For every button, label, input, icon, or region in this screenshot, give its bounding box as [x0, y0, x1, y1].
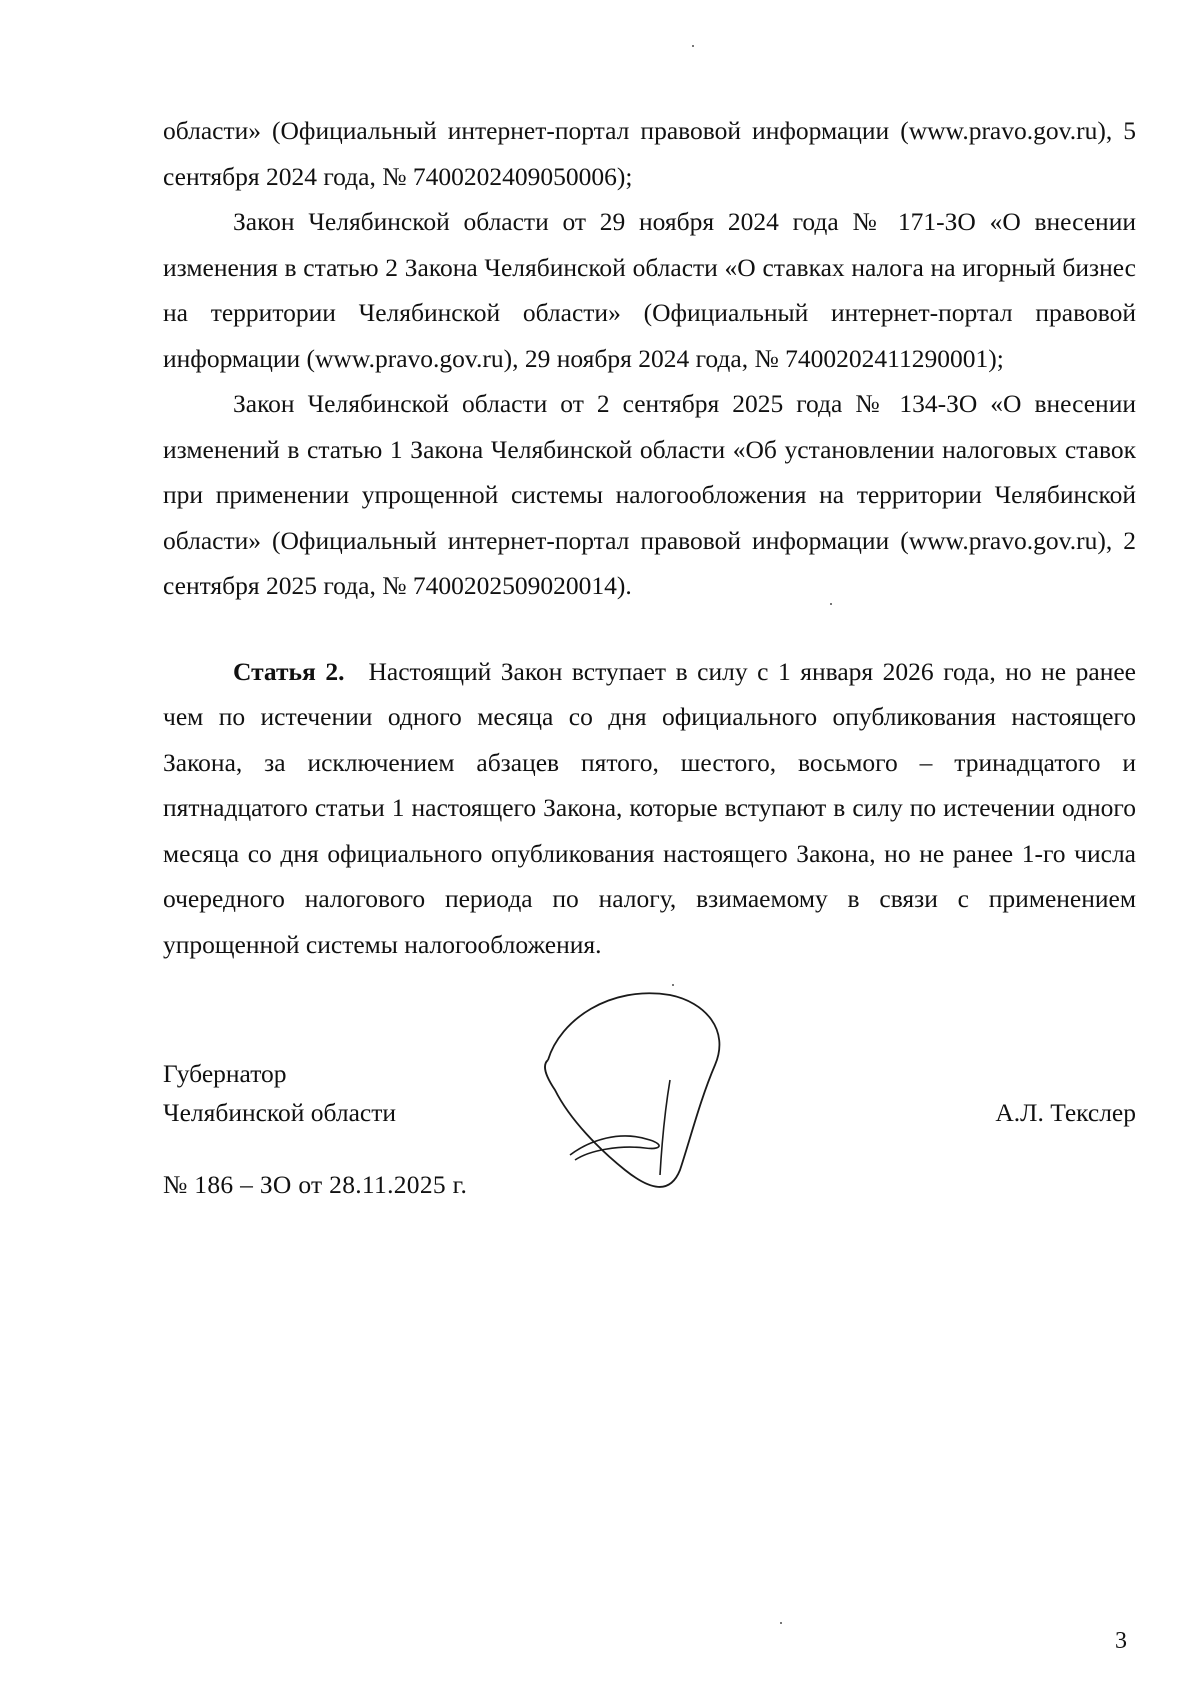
scan-speck	[830, 603, 832, 605]
page-number: 3	[1115, 1628, 1127, 1654]
signer-title-line-1: Губернатор	[163, 1059, 287, 1088]
signer-title-line-2: Челябинской области	[163, 1098, 397, 1127]
article-2	[163, 649, 1136, 968]
signer-title	[163, 1054, 396, 1132]
handwritten-signature	[530, 990, 770, 1200]
paragraph-law-134: Закон Челябинской области от 2 сентября 2025 года № 134-ЗО «О внесении изменений в статью 1 Закона Челябинской области «Об установлении налоговых ставок при применении упрощенной системы налогообложения на территории Челябинской области» (Официальный интернет-портал правовой информации (www.pravo.gov.ru), 2 сентября 2025 года, № 7400202509020014).	[163, 389, 1136, 600]
document-body	[163, 108, 1136, 967]
law-number-and-date: № 186 – ЗО от 28.11.2025 г.	[163, 1170, 468, 1199]
scan-speck	[692, 45, 694, 47]
paragraph-law-171: Закон Челябинской области от 29 ноября 2024 года № 171-ЗО «О внесении изменения в статью 2 Закона Челябинской области «О ставках налога на игорный бизнес на территории Челябинской области» (Официальный интернет-портал правовой информации (www.pravo.gov.ru), 29 ноября 2024 года, № 7400202411290001);	[163, 207, 1136, 373]
paragraph-continuation: области» (Официальный интернет-портал правовой информации (www.pravo.gov.ru), 5 сентября 2024 года, № 7400202409050006);	[163, 116, 1136, 191]
signer-name: А.Л. Текслер	[995, 1098, 1136, 1127]
article-2-label: Статья 2.	[233, 656, 345, 686]
scan-speck	[672, 984, 674, 986]
article-2-text: Настоящий Закон вступает в силу с 1 января 2026 года, но не ранее чем по истечении одного месяца со дня официального опубликования настоящего Закона, за исключением абзацев пятого, шестого, восьмого – тринадцатого и пятнадцатого статьи 1 настоящего Закона, которые вступают в силу по истечении одного месяца со дня официального опубликования настоящего Закона, но не ранее 1-го числа очередного налогового периода по налогу, взимаемому в связи с применением упрощенной системы налогообложения.	[163, 656, 1136, 959]
paragraph-gap	[163, 609, 1136, 649]
scan-speck	[780, 1622, 782, 1624]
